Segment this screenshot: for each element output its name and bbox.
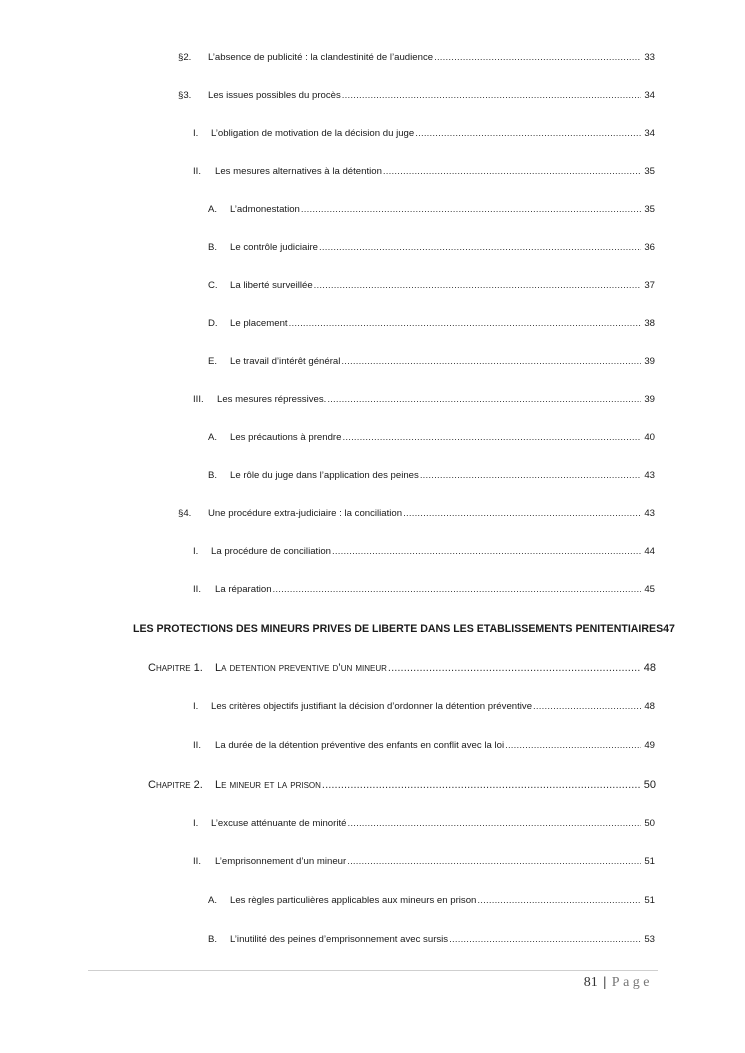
toc-page-number: 39 <box>644 394 655 405</box>
footer-rule <box>88 970 658 971</box>
toc-entry-title: Le contrôle judiciaire <box>230 242 318 253</box>
toc-entry-title: La procédure de conciliation <box>211 546 332 557</box>
toc-entry-title: L’excuse atténuante de minorité <box>211 818 347 829</box>
toc-entry-number: B. <box>208 934 218 945</box>
toc-entry <box>208 470 655 482</box>
toc-entry-number: Chapitre 2. <box>148 779 203 791</box>
toc-dot-leader <box>449 934 641 946</box>
toc-entry-number: E. <box>208 356 218 367</box>
toc-entry-number: I. <box>193 701 199 712</box>
toc-entry <box>208 204 655 216</box>
toc-entry-title: La réparation <box>215 584 272 595</box>
toc-page-number: 39 <box>644 356 655 367</box>
toc-entry-title: LES PROTECTIONS DES MINEURS PRIVES DE LIBERTE DANS LES ETABLISSEMENTS PENITENTIAIRES <box>133 623 664 635</box>
toc-entry-number: II. <box>193 856 201 867</box>
toc-page-number: 40 <box>644 432 655 443</box>
toc-dot-leader <box>383 166 641 178</box>
toc-page-number: 33 <box>644 52 655 63</box>
toc-entry <box>208 934 655 946</box>
toc-page-number: 35 <box>644 204 655 215</box>
toc-entry-number: III. <box>193 394 204 405</box>
toc-entry-number: §4. <box>178 508 192 519</box>
toc-dot-leader <box>434 52 641 64</box>
toc-entry-number: A. <box>208 895 218 906</box>
toc-dot-leader <box>301 204 641 216</box>
toc-entry-number: I. <box>193 128 199 139</box>
toc-entry-title: Une procédure extra-judiciaire : la conciliation <box>208 508 403 519</box>
toc-dot-leader <box>342 90 642 102</box>
toc-entry-number: A. <box>208 204 218 215</box>
toc-entry-number: II. <box>193 166 201 177</box>
toc-page-number: 43 <box>644 508 655 519</box>
toc-entry-title: Le placement <box>230 318 288 329</box>
toc-entry <box>178 90 655 102</box>
toc-entry-number: II. <box>193 740 201 751</box>
toc-page-number: 49 <box>644 740 655 751</box>
toc-entry-title: L’absence de publicité : la clandestinité de l’audience <box>208 52 434 63</box>
toc-entry <box>193 856 655 868</box>
toc-page-number: 38 <box>644 318 655 329</box>
toc-entry-number: §2. <box>178 52 192 63</box>
toc-page-number: 51 <box>644 856 655 867</box>
toc-entry <box>208 356 655 368</box>
toc-entry-title: Le travail d’intérêt général <box>230 356 341 367</box>
toc-page-number: 51 <box>644 895 655 906</box>
toc-entry <box>193 740 655 752</box>
toc-entry-number: D. <box>208 318 218 329</box>
toc-dot-leader <box>415 128 641 140</box>
toc-dot-leader <box>533 701 641 713</box>
toc-dot-leader <box>322 779 641 791</box>
toc-entry-title: Le mineur et la prison <box>215 779 321 791</box>
page-number: 81 <box>583 975 598 990</box>
toc-entry-number: I. <box>193 546 199 557</box>
toc-entry-number: B. <box>208 242 218 253</box>
page-footer <box>584 975 653 991</box>
toc-entry-title: Les règles particulières applicables aux mineurs en prison <box>230 895 477 906</box>
toc-dot-leader <box>347 818 641 830</box>
toc-entry-number: Chapitre 1. <box>148 662 203 674</box>
toc-dot-leader <box>505 740 641 752</box>
toc-dot-leader <box>342 432 641 444</box>
toc-page-number: 37 <box>644 280 655 291</box>
toc-entry <box>193 818 655 830</box>
toc-chapter-entry <box>148 662 656 674</box>
toc-entry-title: L’obligation de motivation de la décision du juge <box>211 128 415 139</box>
toc-entry <box>178 508 655 520</box>
toc-entry <box>193 128 655 140</box>
toc-page-number: 35 <box>644 166 655 177</box>
toc-entry <box>193 584 655 596</box>
toc-entry-title: L’admonestation <box>230 204 300 215</box>
toc-entry-number: A. <box>208 432 218 443</box>
toc-entry <box>208 280 655 292</box>
footer-separator: | <box>603 975 607 990</box>
toc-dot-leader <box>420 470 642 482</box>
toc-dot-leader <box>332 546 641 558</box>
toc-dot-leader <box>327 394 641 406</box>
toc-entry <box>178 52 655 64</box>
toc-part-heading <box>133 623 675 635</box>
toc-page-number: 48 <box>643 662 656 674</box>
toc-entry <box>193 546 655 558</box>
toc-dot-leader <box>273 584 642 596</box>
toc-entry <box>193 166 655 178</box>
toc-entry <box>208 895 655 907</box>
toc-page-number: 45 <box>644 584 655 595</box>
toc-dot-leader <box>319 242 641 254</box>
toc-page-number: 43 <box>644 470 655 481</box>
toc-entry-number: II. <box>193 584 201 595</box>
toc-entry-title: L’inutilité des peines d’emprisonnement avec sursis <box>230 934 449 945</box>
toc-entry-title: La liberté surveillée <box>230 280 313 291</box>
toc-chapter-entry <box>148 779 656 791</box>
toc-entry-title: La durée de la détention préventive des enfants en conflit avec la loi <box>215 740 505 751</box>
toc-entry <box>208 318 655 330</box>
toc-page-number: 36 <box>644 242 655 253</box>
toc-entry-number: §3. <box>178 90 192 101</box>
toc-entry <box>193 394 655 406</box>
toc-entry-title: L’emprisonnement d’un mineur <box>215 856 347 867</box>
toc-entry-title: Les issues possibles du procès <box>208 90 341 101</box>
toc-page-number: 50 <box>644 818 655 829</box>
toc-dot-leader <box>403 508 641 520</box>
toc-entry-title: Les critères objectifs justifiant la décision d’ordonner la détention préventive <box>211 701 533 712</box>
toc-entry-title: Les mesures alternatives à la détention <box>215 166 382 177</box>
toc-dot-leader <box>289 318 642 330</box>
page-word: Page <box>611 975 653 990</box>
toc-page-number: 53 <box>644 934 655 945</box>
toc-entry-title: Les précautions à prendre <box>230 432 342 443</box>
toc-page-number: 50 <box>643 779 656 791</box>
toc-dot-leader <box>341 356 641 368</box>
toc-page-number: 34 <box>644 90 655 101</box>
toc-dot-leader <box>388 662 641 674</box>
toc-entry-number: C. <box>208 280 218 291</box>
toc-entry-title: Les mesures répressives. <box>217 394 327 405</box>
toc-entry-title: La detention preventive d’un mineur <box>215 662 387 674</box>
toc-page-number: 34 <box>644 128 655 139</box>
toc-entry-number: I. <box>193 818 199 829</box>
toc-dot-leader <box>314 280 642 292</box>
toc-entry <box>208 242 655 254</box>
toc-page-number: 48 <box>644 701 655 712</box>
toc-page-number: 44 <box>644 546 655 557</box>
toc-dot-leader <box>477 895 641 907</box>
toc-dot-leader <box>347 856 641 868</box>
toc-page-number: 47 <box>663 623 675 635</box>
toc-entry <box>208 432 655 444</box>
toc-entry-title: Le rôle du juge dans l’application des peines <box>230 470 419 481</box>
toc-entry-number: B. <box>208 470 218 481</box>
toc-entry <box>193 701 655 713</box>
